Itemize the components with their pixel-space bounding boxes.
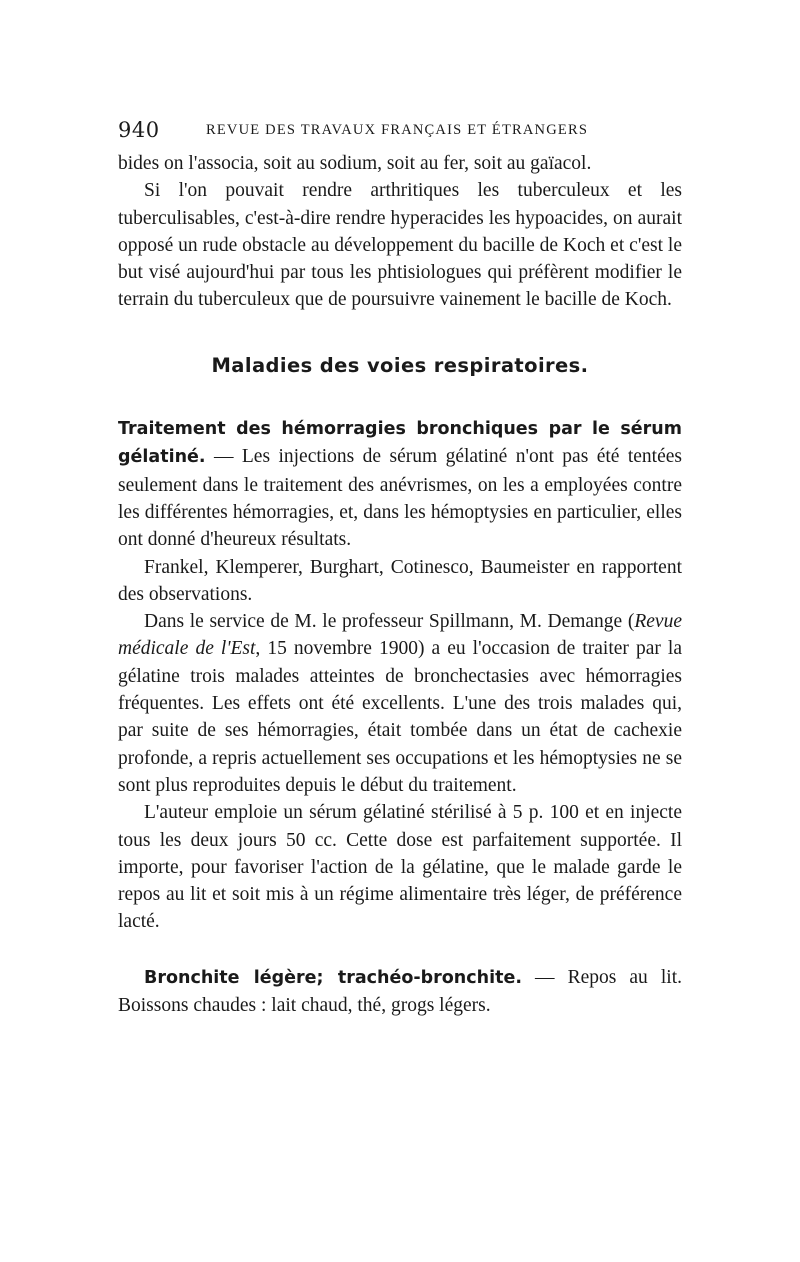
article-bronchite-text: — Repos au lit. Boissons chaudes : lait chaud, thé, grogs légers.: [118, 966, 682, 1017]
demange-text-rest: , 15 novembre 1900) a eu l'occasion de traiter par la gélatine trois malades atteintes de bronchectasies avec hémorragies fréquentes. Les effets ont été excellents. L'une des trois malades qui, par suite de ses hémorragies, était tombée dans un état de cachexie profonde, a repris actuellement ses occupations et les hémoptysies ne se sont plus reproduites depuis le début du traitement.: [118, 638, 683, 796]
page-number: 940: [118, 118, 160, 142]
demange-text-start: Dans le service de M. le professeur Spillmann, M. Demange (: [144, 611, 635, 633]
paragraph-continuation: bides on l'associa, soit au sodium, soit au fer, soit au gaïacol.: [118, 153, 592, 174]
paragraph-demange: [118, 608, 682, 799]
journal-reference: Revue médicale de l'Est: [118, 611, 682, 660]
running-title: REVUE DES TRAVAUX FRANÇAIS ET ÉTRANGERS: [206, 122, 589, 138]
article-title-hemorragies: Traitement des hémorragies bronchiques par le sérum gélatiné.: [118, 419, 682, 468]
page-header: [118, 118, 678, 142]
body-text: [118, 150, 682, 1019]
paragraph-arthritiques: Si l'on pouvait rendre arthritiques les tuberculeux et les tuberculisables, c'est-à-dire rendre hyperacides les hypoacides, on aurait opposé un rude obstacle au développement du bacille de Koch et c'est le but visé aujourd'hui par tous les phtisiologues qui préfèrent modifier le terrain du tuberculeux que de poursuivre vainement le bacille de Koch.: [118, 180, 682, 311]
article-bronchite: [118, 964, 682, 1020]
paragraph-dosage: L'auteur emploie un sérum gélatiné stérilisé à 5 p. 100 et en injecte tous les deux jours 50 cc. Cette dose est parfaitement supportée. Il importe, pour favoriser l'action de la gélatine, que le malade garde le repos au lit et soit mis à un régime alimentaire très léger, de préférence lacté.: [118, 802, 682, 933]
section-heading: Maladies des voies respiratoires.: [211, 353, 589, 377]
article-title-bronchite: Bronchite légère; trachéo-bronchite.: [144, 967, 522, 988]
paragraph-observations: Frankel, Klemperer, Burghart, Cotinesco, Baumeister en rapportent des observations.: [118, 556, 682, 605]
article-hemorragies-text: — Les injections de sérum gélatiné n'ont pas été tentées seulement dans le traitement des anévrismes, on les a employées contre les différentes hémorragies, et, dans les hémoptysies en particulier, elles ont donné d'heureux résultats.: [118, 446, 682, 551]
article-hemorragies-intro: [118, 415, 682, 553]
spacer: [118, 936, 682, 964]
